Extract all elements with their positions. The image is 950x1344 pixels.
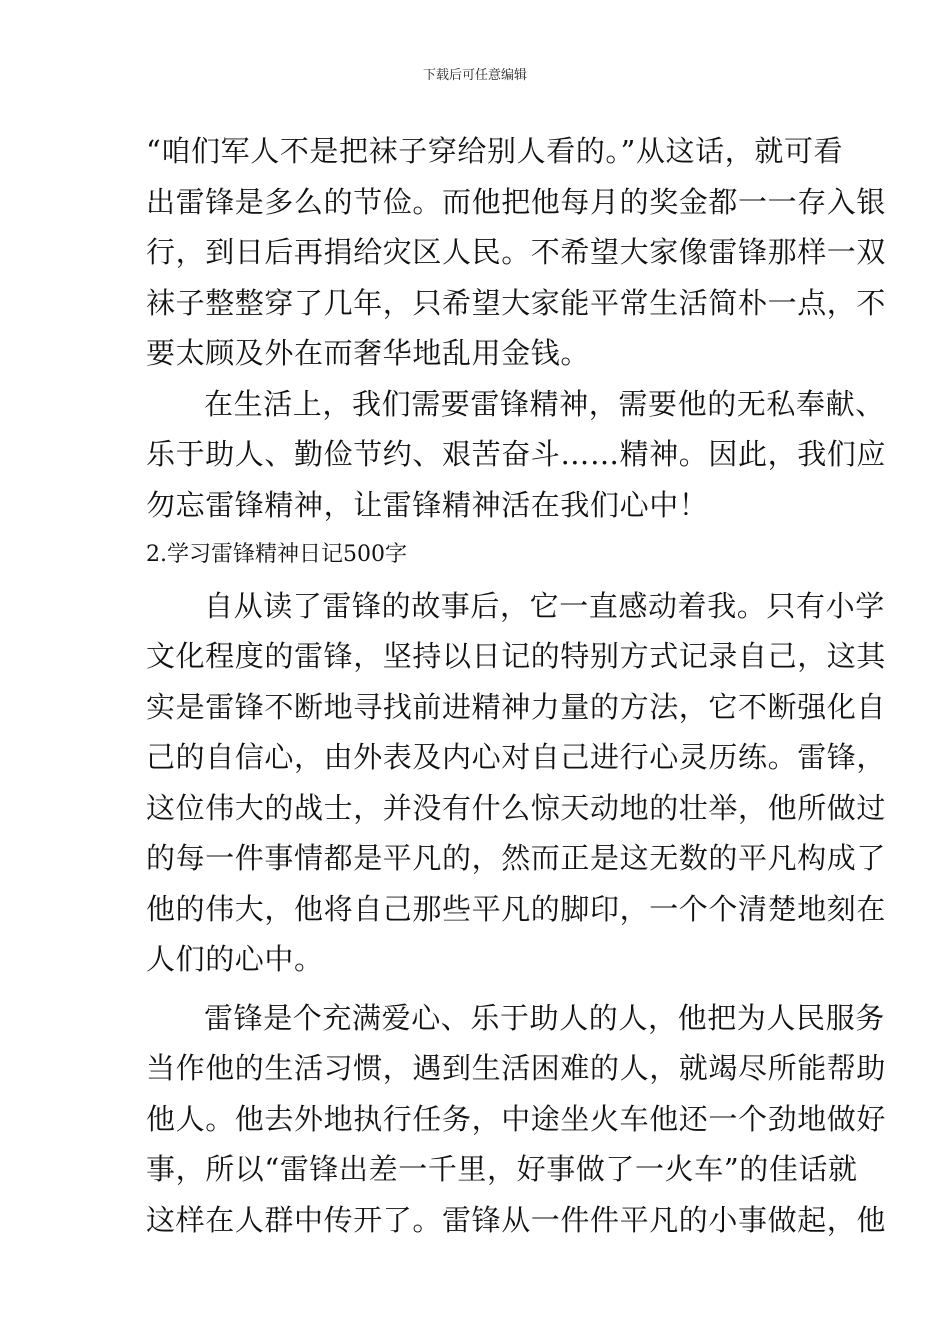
text-line: 在生活上，我们需要雷锋精神，需要他的无私奉献、 xyxy=(204,386,885,421)
text-line: 的每一件事情都是平凡的，然而正是这无数的平凡构成了 xyxy=(146,841,887,875)
text-line: 人们的心中。 xyxy=(146,942,324,976)
text-line: 出雷锋是多么的节俭。而他把他每月的奖金都一一存入银 xyxy=(146,184,887,219)
text-line: 雷锋是个充满爱心、乐于助人的人，他把为人民服务 xyxy=(204,1000,885,1035)
document-body xyxy=(146,126,887,1245)
paragraph xyxy=(146,581,887,985)
text-line: “咱们军人不是把袜子穿给别人看的。”从这话，就可看 xyxy=(146,134,844,168)
paragraph xyxy=(146,379,887,531)
text-line: 他人。他去外地执行任务，中途坐火车他还一个劲地做好 xyxy=(146,1101,887,1136)
text-line: 这位伟大的战士，并没有什么惊天动地的壮举，他所做过 xyxy=(146,790,887,825)
text-line: 这样在人群中传开了。雷锋从一件件平凡的小事做起，他 xyxy=(146,1202,887,1237)
paragraph xyxy=(146,126,887,379)
text-line: 实是雷锋不断地寻找前进精神力量的方法，它不断强化自 xyxy=(146,689,887,724)
text-line: 乐于助人、勤俭节约、艰苦奋斗……精神。因此，我们应 xyxy=(146,437,887,471)
text-line: 勿忘雷锋精神，让雷锋精神活在我们心中！ xyxy=(146,487,709,522)
text-line: 要太顾及外在而奢华地乱用金钱。 xyxy=(146,336,591,370)
text-line: 文化程度的雷锋，坚持以日记的特别方式记录自己，这其 xyxy=(146,639,887,673)
text-line: 他的伟大，他将自己那些平凡的脚印，一个个清楚地刻在 xyxy=(146,891,887,926)
text-line: 事，所以“雷锋出差一千里，好事做了一火车”的佳话就 xyxy=(146,1152,858,1186)
paragraph xyxy=(146,993,887,1246)
text-line: 行，到日后再捐给灾区人民。不希望大家像雷锋那样一双 xyxy=(146,235,887,269)
text-line: 当作他的生活习惯，遇到生活困难的人，就竭尽所能帮助 xyxy=(146,1051,887,1085)
section-heading: 2.学习雷锋精神日记500字 xyxy=(146,542,407,567)
text-line: 自从读了雷锋的故事后，它一直感动着我。只有小学 xyxy=(204,588,885,623)
paragraph-gap xyxy=(146,985,808,993)
page-header: 下载后可任意编辑 xyxy=(422,68,527,83)
text-line: 己的自信心，由外表及内心对自己进行心灵历练。雷锋， xyxy=(146,740,887,774)
text-line: 袜子整整穿了几年，只希望大家能平常生活简朴一点，不 xyxy=(146,285,887,320)
